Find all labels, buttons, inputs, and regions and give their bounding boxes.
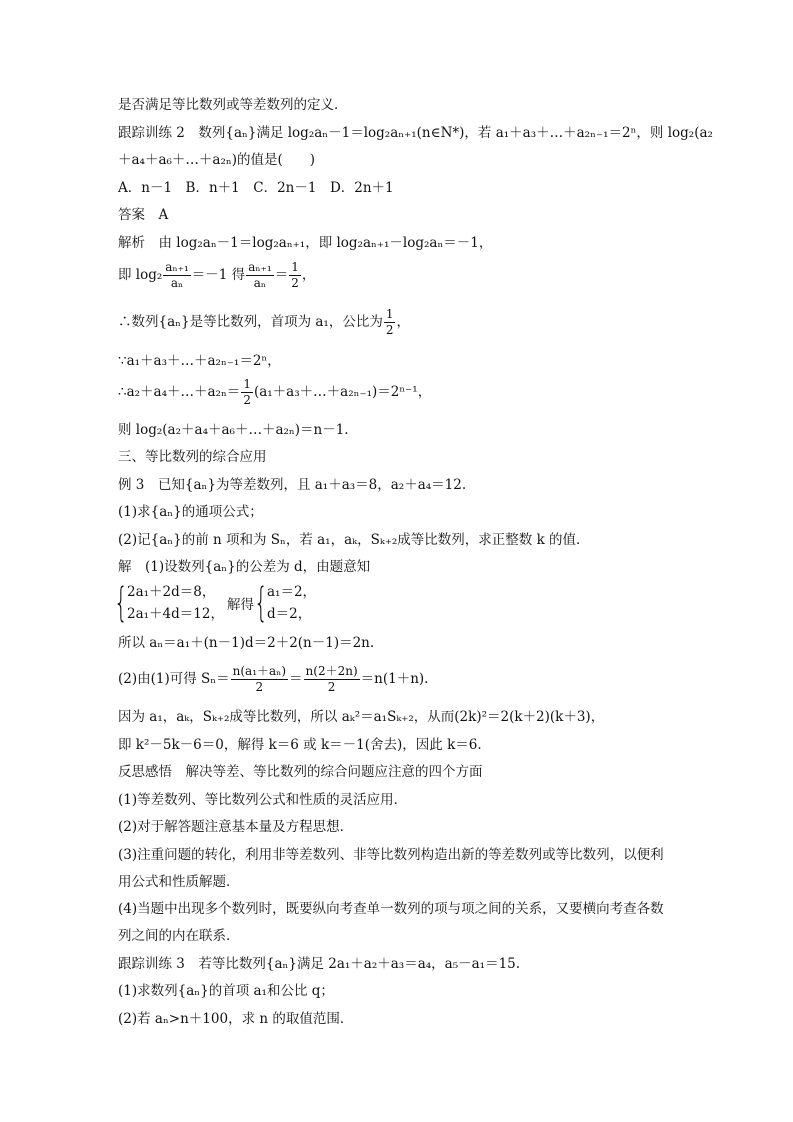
fraction-denominator: aₙ [170, 276, 184, 290]
text-segment: ＝ [274, 267, 289, 283]
fraction [231, 664, 288, 695]
fraction [384, 307, 396, 338]
exercise-3-part-1: (1)求数列{aₙ}的首项 a₁和公比 q； [118, 983, 334, 999]
example-3-part-2: (2)记{aₙ}的前 n 项和为 Sₙ，若 a₁，aₖ，Sₖ₊₂成等比数列，求正整数 k 的值． [118, 532, 590, 548]
text-line: ∵a₁＋a₃＋…＋a₂ₙ₋₁＝2ⁿ， [118, 353, 281, 369]
fraction-numerator: 1 [243, 377, 251, 391]
text-segment: ， [396, 314, 410, 330]
text-line: 即 k²－5k－6＝0，解得 k＝6 或 k＝－1(舍去)，因此 k＝6. [118, 737, 482, 753]
fraction-numerator: 1 [291, 260, 299, 274]
solution-line: 解 (1)设数列{aₙ}的公差为 d，由题意知 [118, 559, 371, 575]
exercise-2-options: A．n－1 B．n＋1 C．2n－1 D．2n＋1 [118, 180, 394, 196]
text-segment: ∴a₂＋a₄＋…＋a₂ₙ＝ [118, 384, 241, 400]
exercise-3-prompt: 跟踪训练 3 若等比数列{aₙ}满足 2a₁＋a₂＋a₃＝a₄，a₅－a₁＝15. [118, 956, 521, 972]
fraction [304, 664, 360, 695]
equation-system-1 [114, 581, 224, 625]
example-3-part-1: (1)求{aₙ}的通项公式； [118, 504, 263, 520]
fraction-numerator: n(a₁＋aₙ) [232, 664, 287, 678]
fraction-denominator: aₙ [253, 276, 267, 290]
equation-line: a₁＝2， [267, 584, 317, 600]
solve-label: 解得 [227, 597, 254, 613]
text-segment: 即 log₂ [118, 267, 163, 283]
text-line: 因为 a₁，aₖ，Sₖ₊₂成等比数列，所以 aₖ²＝a₁Sₖ₊₂，从而(2k)²＝2(k＋2)(k＋3)， [118, 709, 605, 725]
fraction [289, 260, 301, 291]
reflection-point-4-cont: 列之间的内在联系． [118, 928, 240, 944]
fraction-line-1 [118, 260, 315, 291]
text-segment: ， [301, 267, 316, 283]
fraction-numerator: aₙ₊₁ [165, 260, 189, 274]
fraction-line-3 [118, 377, 431, 408]
fraction [163, 260, 191, 291]
answer-line: 答案 A [118, 207, 169, 223]
reflection-heading: 反思感悟 解决等差、等比数列的综合问题应注意的四个方面 [118, 764, 483, 780]
left-brace: { [114, 580, 128, 626]
reflection-point-2: (2)对于解答题注意基本量及方程思想． [118, 819, 354, 835]
text-line: 所以 aₙ＝a₁＋(n－1)d＝2＋2(n－1)＝2n. [118, 635, 375, 651]
exercise-3-part-2: (2)若 aₙ>n＋100，求 n 的取值范围． [118, 1011, 354, 1027]
section-heading: 三、等比数列的综合应用 [118, 449, 267, 465]
text-segment: (a₁＋a₃＋…＋a₂ₙ₋₁)＝2ⁿ⁻¹， [253, 384, 432, 400]
text-segment: ＝－1 得 [191, 267, 246, 283]
example-3-prompt: 例 3 已知{aₙ}为等差数列，且 a₁＋a₃＝8，a₂＋a₄＝12. [118, 477, 467, 493]
fraction [241, 377, 253, 408]
text-line: 则 log₂(a₂＋a₄＋a₆＋…＋a₂ₙ)＝n－1. [118, 422, 349, 438]
fraction-denominator: 2 [291, 276, 299, 290]
fraction-numerator: aₙ₊₁ [248, 260, 272, 274]
left-brace: { [254, 580, 268, 626]
fraction-line-2 [118, 307, 410, 338]
fraction-numerator: 1 [385, 307, 394, 321]
equation-line: 2a₁＋4d＝12， [127, 606, 224, 622]
reflection-point-1: (1)等差数列、等比数列公式和性质的灵活应用． [118, 792, 408, 808]
fraction-denominator: 2 [385, 323, 394, 337]
fraction-denominator: 2 [243, 393, 251, 407]
text-segment: ∴数列{aₙ}是等比数列，首项为 a₁，公比为 [118, 314, 383, 330]
equation-line: d＝2， [267, 606, 312, 622]
fraction-denominator: 2 [255, 680, 264, 694]
analysis-line: 解析 由 log₂aₙ－1＝log₂aₙ₊₁，即 log₂aₙ₊₁－log₂aₙ＝－1， [118, 235, 493, 251]
fraction-line-4 [118, 664, 428, 695]
equation-line: 2a₁＋2d＝8， [127, 584, 216, 600]
text-segment: ＝n(1＋n). [360, 671, 429, 687]
fraction-denominator: 2 [327, 680, 336, 694]
text-segment: ＝ [289, 671, 303, 687]
reflection-point-3-cont: 用公式和性质解题． [118, 874, 240, 890]
reflection-point-3: (3)注重问题的转化，利用非等差数列、非等比数列构造出新的等差数列或等比数列，以便利 [118, 847, 664, 863]
exercise-2-prompt-cont: ＋a₄＋a₆＋…＋a₂ₙ)的值是( ) [118, 152, 316, 168]
text-line: 是否满足等比数列或等差数列的定义． [118, 97, 348, 113]
text-segment: (2)由(1)可得 Sₙ＝ [118, 671, 230, 687]
exercise-2-prompt: 跟踪训练 2 数列{aₙ}满足 log₂aₙ－1＝log₂aₙ₊₁(n∈N*)，若 a₁＋a₃＋…＋a₂ₙ₋₁＝2ⁿ，则 log₂(a₂ [118, 125, 713, 141]
fraction-numerator: n(2＋2n) [305, 664, 358, 678]
fraction [246, 260, 274, 291]
equation-system-2 [254, 581, 316, 625]
reflection-point-4: (4)当题中出现多个数列时，既要纵向考查单一数列的项与项之间的关系，又要横向考查各数 [118, 901, 664, 917]
